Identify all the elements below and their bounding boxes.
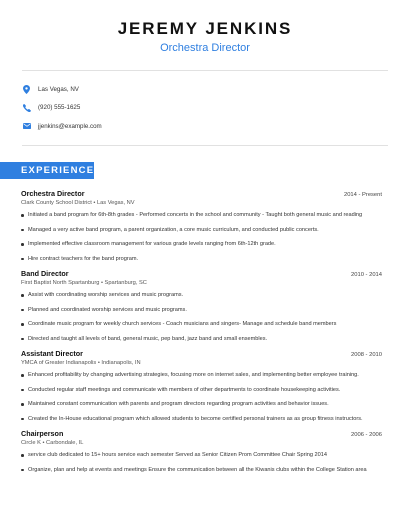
- job-header: [21, 269, 382, 278]
- resume-header: [0, 0, 410, 55]
- job-entry: [21, 189, 382, 263]
- candidate-role: Orchestra Director: [160, 42, 250, 54]
- job-organization: YMCA of Greater Indianapolis • Indianapolis, IN: [21, 360, 141, 366]
- contact-location: [22, 80, 102, 99]
- contact-email: [22, 117, 102, 136]
- job-bullet: Initiated a band program for 6th-8th grades - Performed concerts in the school and community - Taught both general music and reading: [21, 211, 382, 219]
- job-bullet: Planned and coordinated worship services and music programs.: [21, 306, 382, 314]
- job-title: Orchestra Director: [21, 189, 85, 198]
- candidate-name: JEREMY JENKINS: [117, 19, 293, 38]
- job-organization: Clark County School District • Las Vegas, NV: [21, 200, 135, 206]
- contact-email-text[interactable]: jjenkins@example.com: [38, 122, 102, 130]
- job-dates: 2008 - 2010: [351, 352, 382, 358]
- contact-list: [22, 80, 102, 136]
- job-bullets: [21, 291, 382, 343]
- email-icon: [22, 122, 31, 131]
- job-bullet: Created the In-House educational program which allowed students to become certified personal trainers as as group fitness instructors.: [21, 415, 382, 423]
- job-header: [21, 349, 382, 358]
- section-heading-experience: EXPERIENCE: [0, 162, 94, 179]
- job-bullet: Hire contract teachers for the band program.: [21, 255, 382, 263]
- job-dates: 2006 - 2006: [351, 432, 382, 438]
- job-entry: [21, 269, 382, 343]
- job-bullet: Coordinate music program for weekly church services - Coach musicians and singers- Manage and schedule band members: [21, 320, 382, 328]
- job-bullet: Maintained constant communication with parents and program directors regarding program activities and behavior issues.: [21, 400, 382, 408]
- contact-location-text: Las Vegas, NV: [38, 85, 79, 93]
- job-title: Assistant Director: [21, 349, 83, 358]
- contact-phone: [22, 99, 102, 118]
- job-header: [21, 429, 382, 438]
- job-bullet: Implemented effective classroom management for various grade levels ranging from 6th-12th grade.: [21, 240, 382, 248]
- location-pin-icon: [22, 85, 31, 94]
- job-bullets: [21, 451, 382, 474]
- job-bullet: Managed a very active band program, a parent organization, a core music curriculum, and conducted public concerts.: [21, 226, 382, 234]
- job-bullet: Organize, plan and help at events and meetings Ensure the communication between all the Kiwanis clubs within the College Station area: [21, 466, 382, 474]
- divider-bottom: [22, 145, 388, 146]
- experience-list: [21, 189, 382, 480]
- divider-top: [22, 70, 388, 71]
- job-bullet: Conducted regular staff meetings and communicate with members of other departments to coordinate housekeeping activities.: [21, 386, 382, 394]
- job-organization: Circle K • Carbondale, IL: [21, 440, 84, 446]
- job-bullets: [21, 371, 382, 423]
- contact-phone-text: (920) 555-1625: [38, 104, 81, 112]
- job-bullet: Directed and taught all levels of band, general music, pep band, jazz band and small ensembles.: [21, 335, 382, 343]
- job-header: [21, 189, 382, 198]
- job-dates: 2014 - Present: [343, 192, 382, 198]
- job-entry: [21, 429, 382, 474]
- phone-icon: [22, 103, 31, 112]
- job-bullet: Assist with coordinating worship services and music programs.: [21, 291, 382, 299]
- job-bullet: Enhanced profitability by changing advertising strategies, focusing more on internet sales, and implementing better employee training.: [21, 371, 382, 379]
- job-title: Chairperson: [21, 429, 64, 438]
- job-title: Band Director: [21, 269, 69, 278]
- job-bullet: service club dedicated to 15+ hours service each semester Served as Senior Citizen Prom Committee Chair Spring 2014: [21, 451, 382, 459]
- job-entry: [21, 349, 382, 423]
- job-bullets: [21, 211, 382, 263]
- job-dates: 2010 - 2014: [351, 272, 382, 278]
- job-organization: First Baptist North Spartanburg • Spartanburg, SC: [21, 280, 147, 286]
